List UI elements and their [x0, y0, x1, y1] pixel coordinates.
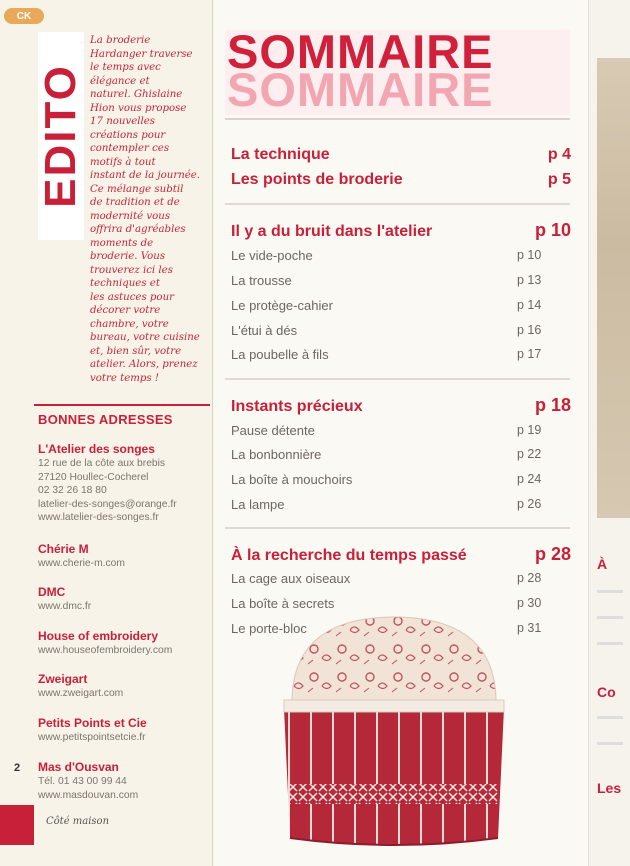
edito-line: Hion vous propose [90, 102, 187, 114]
address-name: L'Atelier des songes [38, 442, 155, 456]
edito-line: broderie. Vous [90, 251, 166, 262]
next-page-photo [597, 58, 630, 518]
next-page-text-line [597, 590, 623, 593]
address-entry [38, 716, 214, 745]
toc-item[interactable] [231, 298, 551, 313]
ck-logo-badge: CK [4, 8, 44, 24]
address-website-link[interactable]: www.masdouvan.com [38, 789, 139, 801]
section-divider [225, 203, 570, 205]
toc-page: p 24 [517, 472, 542, 486]
footer-red-tab [0, 805, 34, 845]
address-line: 02 32 26 18 80 [38, 485, 107, 496]
edito-line: 17 nouvelles [90, 116, 156, 127]
toc-item-label: La boîte à secrets [231, 596, 335, 611]
address-name: House of embroidery [38, 629, 159, 643]
address-line: 12 rue de la côte aux brebis [38, 458, 166, 469]
toc-item[interactable] [231, 423, 551, 438]
edito-line: créations pour [90, 129, 166, 141]
address-line: Tél. 01 43 00 99 44 [38, 776, 127, 787]
edito-line: votre temps ! [90, 372, 159, 384]
toc-page: p 22 [517, 447, 542, 461]
toc-section-label: À la recherche du temps passé [231, 547, 467, 564]
toc-page: p 30 [517, 596, 542, 610]
toc-item[interactable] [231, 596, 551, 611]
cosy-top [292, 617, 496, 702]
toc-page: p 10 [534, 220, 571, 240]
toc-page: p 4 [547, 146, 571, 163]
toc-item-label: Le vide-poche [231, 248, 313, 263]
edito-line: modernité vous [90, 210, 171, 222]
edito-line: le temps avec [90, 62, 161, 73]
edito-line: de tradition et de [90, 197, 180, 208]
edito-line: techniques et [90, 278, 160, 289]
next-page-heading: Les [597, 780, 622, 796]
address-website-link[interactable]: www.cherie-m.com [38, 558, 125, 569]
adresses-title: BONNES ADRESSES [38, 412, 173, 427]
address-entry [38, 442, 214, 525]
toc-page: p 18 [534, 395, 571, 415]
toc-item[interactable] [231, 248, 551, 263]
cosy-body [284, 708, 504, 845]
toc-item-label: La cage aux oiseaux [231, 571, 351, 586]
edito-line: moments de [90, 237, 154, 249]
toc-section[interactable] [231, 220, 571, 241]
toc-item[interactable] [231, 323, 551, 338]
toc-page: p 14 [517, 298, 542, 312]
address-website-link[interactable]: www.latelier-des-songes.fr [38, 512, 159, 523]
toc-page: p 28 [534, 544, 571, 564]
edito-line: décorer votre [90, 305, 161, 316]
toc-item[interactable] [231, 447, 551, 462]
toc-section-label: Les points de broderie [231, 171, 403, 188]
section-divider [225, 378, 570, 380]
toc-page: p 26 [517, 497, 542, 511]
address-entry [38, 672, 214, 701]
address-website-link[interactable]: www.dmc.fr [38, 601, 92, 612]
edito-line: trouverez ici les [90, 264, 173, 276]
toc-page: p 17 [517, 347, 542, 361]
address-entry [38, 629, 214, 658]
address-entry [38, 585, 214, 614]
tea-cosy-photo [278, 612, 510, 858]
next-page-heading: À [597, 556, 608, 572]
address-line: 27120 Houllec-Cocherel [38, 471, 149, 483]
toc-page: p 28 [517, 571, 542, 585]
toc-section[interactable] [231, 146, 571, 164]
cosy-lace-band [284, 700, 504, 712]
address-website-link[interactable]: www.petitspointsetcie.fr [38, 732, 146, 743]
address-website-link[interactable]: www.zweigart.com [38, 688, 124, 699]
left-page [0, 0, 213, 866]
next-page-edge [588, 0, 630, 866]
edito-line: Hardanger traverse [90, 48, 193, 60]
address-email-link[interactable]: latelier-des-songes@orange.fr [38, 498, 177, 510]
next-page-text-line [597, 616, 623, 619]
toc-item-label: Le protège-cahier [231, 298, 333, 313]
sommaire-title-shadow: SOMMAIRE [227, 63, 494, 116]
toc-item-label: La bonbonnière [231, 447, 322, 462]
adresses-divider [34, 404, 210, 406]
address-name: Chérie M [38, 542, 89, 556]
section-divider [225, 527, 570, 529]
edito-line: les astuces pour [90, 291, 174, 303]
toc-page: p 13 [517, 273, 542, 287]
toc-item-label: Le porte-bloc [231, 621, 307, 636]
title-divider [225, 118, 570, 120]
toc-item[interactable] [231, 347, 551, 362]
toc-section-label: Il y a du bruit dans l'atelier [231, 223, 433, 240]
toc-page: p 16 [517, 323, 542, 337]
toc-section[interactable] [231, 544, 571, 565]
sommaire-title: SOMMAIRE [227, 25, 494, 78]
edito-line: élégance et [90, 75, 150, 87]
toc-item-label: Pause détente [231, 423, 315, 438]
edito-line: offrira d'agréables [90, 224, 186, 235]
toc-item-label: La lampe [231, 497, 285, 512]
toc-page: p 10 [517, 248, 542, 262]
edito-line: Ce mélange subtil [90, 183, 184, 195]
page-number: 2 [14, 762, 21, 774]
address-name: Petits Points et Cie [38, 716, 147, 730]
edito-line: contempler ces [90, 143, 170, 154]
edito-heading-box [38, 32, 84, 240]
toc-item[interactable] [231, 571, 551, 586]
edito-line: La broderie [90, 35, 151, 46]
toc-section[interactable] [231, 395, 571, 416]
edito-line: chambre, votre [90, 318, 169, 330]
toc-item-label: La trousse [231, 273, 292, 288]
toc-page: p 19 [517, 423, 542, 437]
edito-text [90, 34, 208, 385]
next-page-text-line [597, 716, 623, 719]
edito-line: naturel. Ghislaine [90, 89, 183, 100]
next-page-text-line [597, 742, 623, 745]
address-name: Mas d'Ousvan [38, 760, 119, 774]
address-name: Zweigart [38, 672, 88, 686]
toc-item-label: L'étui à dés [231, 323, 298, 338]
toc-item-label: La poubelle à fils [231, 347, 329, 362]
edito-line: et, bien sûr, votre [90, 345, 182, 357]
right-page [213, 0, 588, 866]
cosy-embroidery-band [290, 784, 498, 804]
edito-line: atelier. Alors, prenez [90, 359, 198, 370]
edito-line: instant de la journée. [90, 170, 201, 181]
address-entry [38, 542, 214, 571]
next-page-heading: Co [597, 684, 616, 700]
edito-line: motifs à tout [90, 156, 156, 168]
address-name: DMC [38, 585, 66, 599]
address-entry [38, 760, 214, 802]
toc-page: p 31 [517, 621, 542, 635]
toc-section-label: La technique [231, 146, 330, 163]
toc-item[interactable] [231, 497, 551, 512]
footer-magazine-name: Côté maison [46, 816, 110, 827]
next-page-text-line [597, 642, 623, 645]
toc-item[interactable] [231, 472, 551, 487]
toc-section-label: Instants précieux [231, 398, 363, 415]
toc-item-label: La boîte à mouchoirs [231, 472, 353, 487]
edito-heading: EDITO [36, 64, 85, 208]
toc-section[interactable] [231, 171, 571, 189]
toc-page: p 5 [547, 171, 571, 188]
toc-item[interactable] [231, 273, 551, 288]
edito-line: bureau, votre cuisine [90, 332, 200, 343]
address-website-link[interactable]: www.houseofembroidery.com [38, 645, 173, 656]
